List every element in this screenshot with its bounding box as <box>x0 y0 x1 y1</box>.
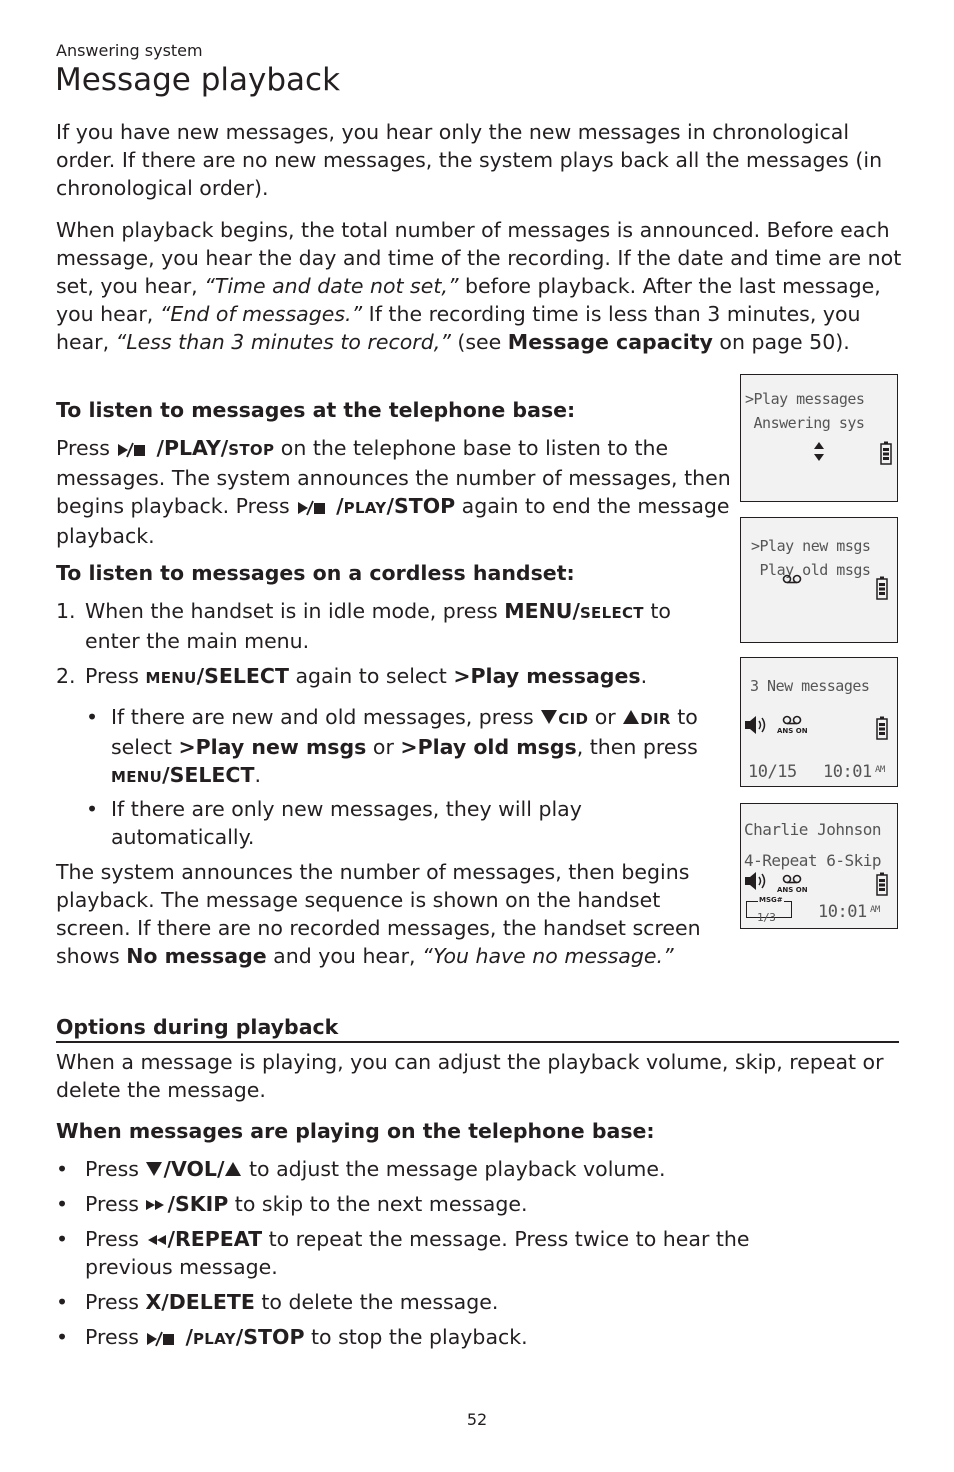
screen-line-2: Answering sys <box>745 414 865 432</box>
screen-am-pm: AM <box>870 905 880 915</box>
skip-icon <box>145 1191 167 1205</box>
voicemail-icon <box>782 874 802 884</box>
option-volume: • Press /VOL/ to adjust the message playback volume. <box>56 1157 666 1181</box>
handset-heading: To listen to messages on a cordless handset: <box>56 561 575 585</box>
screen-time: 10:01 <box>818 902 867 922</box>
section-label: Answering system <box>56 41 203 60</box>
handset-screen-play-messages <box>740 374 898 502</box>
battery-icon <box>876 872 888 896</box>
options-subheading: When messages are playing on the telephone base: <box>56 1119 655 1143</box>
base-instructions: Press /PLAY/STOP on the telephone base to listen to the messages. The system announces the number of messages, then begins playback. Press /PLAY/STOP again to end the message playback. <box>56 436 731 548</box>
option-stop: • Press /PLAY/STOP to stop the playback. <box>56 1325 528 1349</box>
sequence-paragraph: The system announces the number of messages, then begins playback. The message sequence is shown on the handset screen. If there are no recorded messages, the handset screen shows No message and you hear, “You have no message.” <box>56 860 701 968</box>
bullet-new-old: • If there are new and old messages, press CID or DIR to select >Play new msgs or >Play old msgs, then press MENU/SELECT. <box>86 705 698 787</box>
step-1: 1. When the handset is in idle mode, press MENU/SELECT to enter the main menu. <box>56 599 671 653</box>
handset-screen-new-messages <box>740 657 898 787</box>
screen-line-1: 3 New messages <box>750 677 870 695</box>
option-delete: • Press X/DELETE to delete the message. <box>56 1290 499 1314</box>
speaker-icon <box>743 714 769 736</box>
ans-on-label: ANS ON <box>777 886 808 894</box>
speaker-icon <box>743 870 769 892</box>
battery-icon <box>876 716 888 740</box>
intro-paragraph-1: If you have new messages, you hear only the new messages in chronological order. If there are no new messages, the system plays back all the messages (in chronological order). <box>56 120 883 200</box>
section-divider <box>56 1041 899 1043</box>
page-title: Message playback <box>55 62 341 98</box>
play-stop-icon <box>116 437 156 455</box>
handset-screen-playing-message <box>740 803 898 929</box>
options-intro: When a message is playing, you can adjust the playback volume, skip, repeat or delete the message. <box>56 1050 884 1102</box>
battery-icon <box>880 441 892 465</box>
handset-screen-play-new-old <box>740 517 898 643</box>
screen-time: 10:01 <box>823 762 872 782</box>
message-capacity-reference: Message capacity <box>507 330 713 354</box>
option-skip: • Press /SKIP to skip to the next message. <box>56 1192 528 1216</box>
option-repeat: • Press /REPEAT to repeat the message. Press twice to hear the previous message. <box>56 1227 750 1279</box>
screen-caller-name: Charlie Johnson <box>744 820 881 839</box>
voicemail-icon <box>782 715 802 725</box>
screen-line-2: 4-Repeat 6-Skip <box>744 851 881 870</box>
screen-am-pm: AM <box>875 765 885 775</box>
message-counter: 1/3 <box>757 911 776 924</box>
up-arrow-icon <box>622 704 640 720</box>
voicemail-icon <box>782 574 802 584</box>
ans-on-label: ANS ON <box>777 727 808 735</box>
options-heading: Options during playback <box>56 1015 339 1039</box>
battery-icon <box>876 576 888 600</box>
repeat-icon <box>145 1226 167 1240</box>
base-heading: To listen to messages at the telephone base: <box>56 398 576 422</box>
intro-paragraph-2: When playback begins, the total number of messages is announced. Before each message, you hear the day and time of the recording. If the date and time are not set, you hear, “Time and date not set,” before playback. After the last message, you hear, “End of messages.” If the recording time is less than 3 minutes, you hear, “Less than 3 minutes to record,” (see Message capacity on page 50). <box>56 218 902 354</box>
play-stop-icon <box>145 1326 185 1344</box>
page-number: 52 <box>466 1410 488 1429</box>
screen-line-1: >Play new msgs <box>751 537 871 555</box>
down-arrow-icon <box>145 1156 163 1172</box>
down-arrow-icon <box>540 704 558 720</box>
screen-line-1: >Play messages <box>745 390 865 408</box>
screen-line-2: Play old msgs <box>751 561 871 579</box>
play-stop-icon <box>296 495 336 513</box>
msg-number-label: MSG# <box>759 896 783 904</box>
up-arrow-icon <box>224 1156 242 1172</box>
scroll-arrows-icon <box>813 441 825 463</box>
bullet-only-new: • If there are only new messages, they will play automatically. <box>86 797 582 849</box>
screen-date: 10/15 <box>748 762 797 782</box>
step-2: 2. Press MENU/SELECT again to select >Play messages. <box>56 664 648 688</box>
